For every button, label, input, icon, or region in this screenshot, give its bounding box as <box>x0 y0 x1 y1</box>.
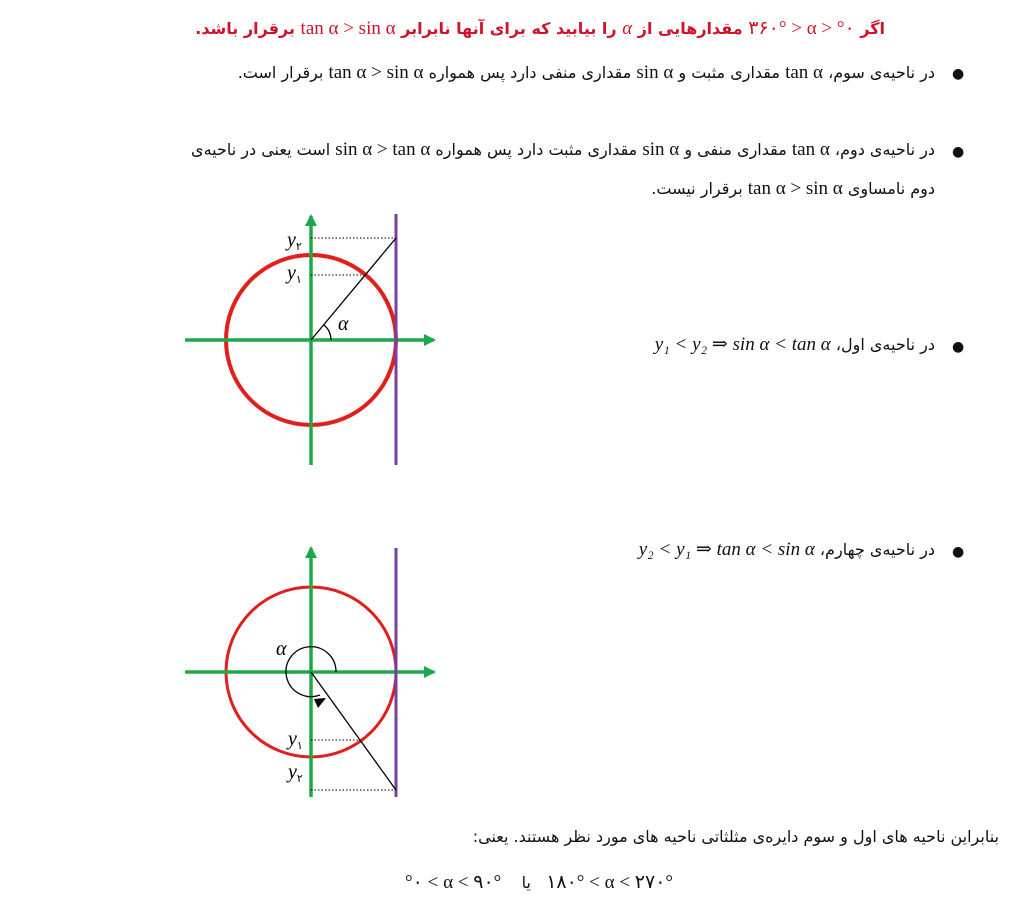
second-l2b: برقرار نیست. <box>651 179 743 198</box>
third-ineq: tan α > sin α <box>328 62 424 83</box>
second-t1: در ناحیه‌ی دوم، <box>834 140 935 159</box>
first-t1: در ناحیه‌ی اول، <box>835 335 935 354</box>
third-t4: برقرار است. <box>237 63 324 82</box>
third-t2: مقداری مثبت و <box>678 63 780 82</box>
diagram-first-quadrant <box>185 214 434 465</box>
second-l2a: دوم نامساوی <box>847 179 935 198</box>
bullet-second: ● <box>952 144 965 160</box>
second-t2: مقداری منفی و <box>684 140 787 159</box>
third-sin: sin α <box>636 62 674 83</box>
title-alpha: α <box>622 18 633 39</box>
fourth-t1: در ناحیه‌ی چهارم، <box>819 540 935 559</box>
third-t3: مقداری منفی دارد پس همواره <box>428 63 632 82</box>
title-word-find: را بیابید که برای آنها نابرابر <box>401 19 617 38</box>
label-y2-2-sub: ۲ <box>296 772 303 785</box>
label-y1-2-sub: ۱ <box>296 739 303 752</box>
bullet-fourth: ● <box>952 544 965 560</box>
title-inequality: tan α > sin α <box>300 18 396 39</box>
second-l2ineq: tan α > sin α <box>747 178 843 199</box>
title-word-if: اگر <box>860 19 885 38</box>
second-ineq: sin α > tan α <box>335 139 431 160</box>
conclusion-text: بنابراین ناحیه های اول و سوم دایره‌ی مثلثاتی ناحیه های مورد نظر هستند. یعنی: <box>472 827 999 846</box>
label-alpha-2: α <box>276 638 287 660</box>
label-y2-2-y: y <box>288 761 297 783</box>
or-word: یا <box>521 873 531 892</box>
first-relation: y₁ < y₂ ⇒ sin α < tan α <box>654 334 831 355</box>
third-t1: در ناحیه‌ی سوم، <box>828 63 935 82</box>
title-condition: ۳۶۰° > α > °۰ <box>748 18 855 39</box>
bullet-first: ● <box>952 339 965 355</box>
bullet-third: ● <box>952 66 965 82</box>
label-y1-1 <box>285 262 302 286</box>
ray-2 <box>311 672 396 790</box>
fourth-relation: y₂ < y₁ ⇒ tan α < sin α <box>638 539 815 560</box>
label-y1-1-sub: ۱ <box>295 273 302 286</box>
second-t3: مقداری مثبت دارد پس همواره <box>435 140 638 159</box>
title-word-holds: برقرار باشد. <box>195 19 295 38</box>
range-quadrant-3: ۱۸۰° < α < ۲۷۰° <box>546 872 673 893</box>
label-y2-2 <box>286 761 303 785</box>
title-word-values: مقدارهایی از <box>637 19 743 38</box>
label-y1-1-y: y <box>287 262 296 284</box>
second-sin: sin α <box>642 139 680 160</box>
ray-1 <box>311 238 396 340</box>
label-y2-1-sub: ۲ <box>295 240 302 253</box>
angle-arrowhead-2 <box>314 698 326 708</box>
label-alpha-1: α <box>338 313 349 335</box>
diagram-fourth-quadrant <box>185 548 434 797</box>
label-y2-1-y: y <box>287 229 296 251</box>
second-t4: است یعنی در ناحیه‌ی <box>191 140 331 159</box>
angle-arc-1 <box>324 325 331 340</box>
label-y1-2-y: y <box>288 728 297 750</box>
second-tan: tan α <box>791 139 830 160</box>
label-y1-2 <box>286 728 303 752</box>
third-tan: tan α <box>785 62 823 83</box>
range-quadrant-1: °۰ < α < ۹۰° <box>405 872 502 893</box>
label-y2-1 <box>285 229 302 253</box>
